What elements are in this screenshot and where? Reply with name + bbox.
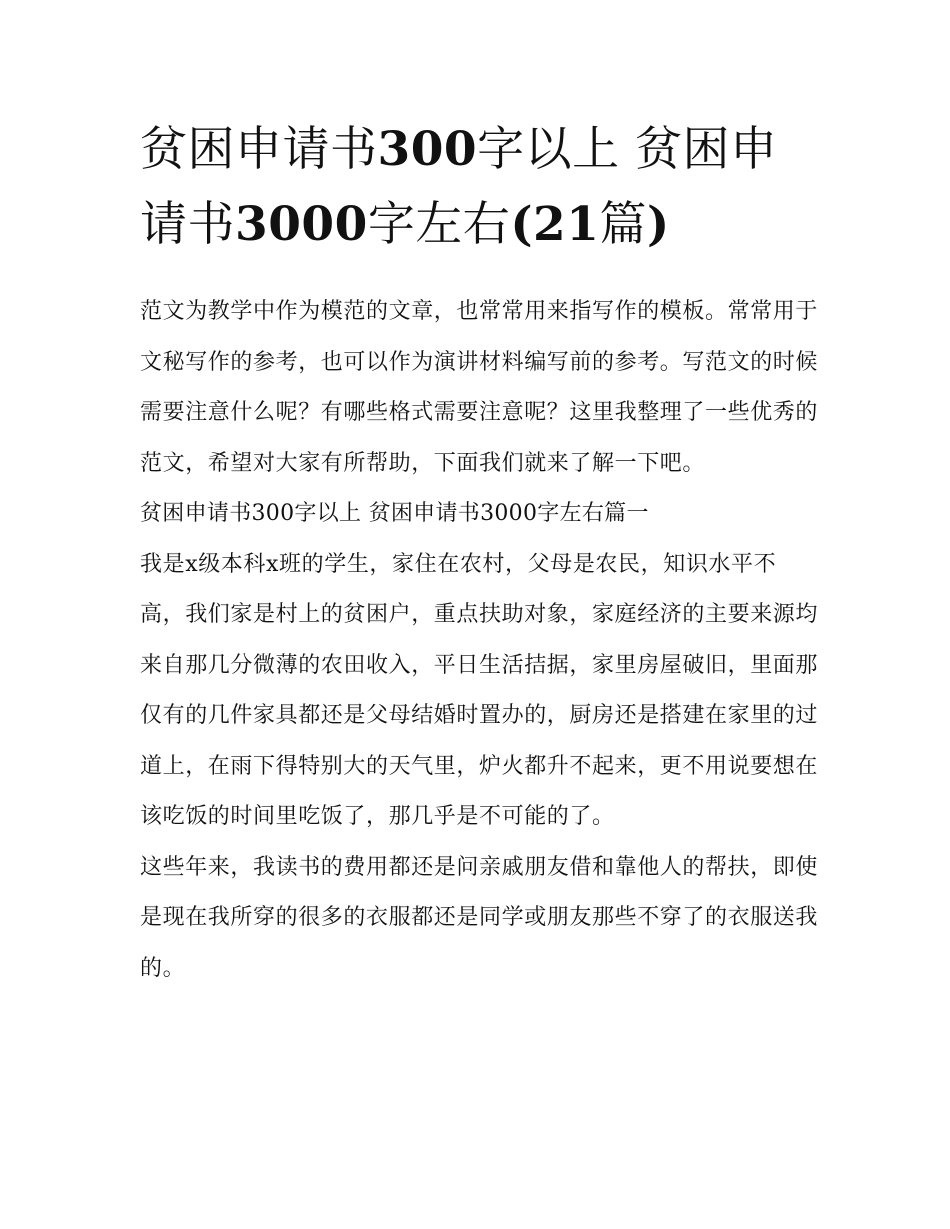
intro-paragraph: 范文为教学中作为模范的文章，也常常用来指写作的模板。常常用于文秘写作的参考，也可以作为演讲材料编写前的参考。写范文的时候需要注意什么呢？有哪些格式需要注意呢？这里我整理了一些优秀的范文，希望对大家有所帮助，下面我们就来了解一下吧。 (140, 299, 819, 476)
body-paragraph-2: 这些年来，我读书的费用都还是问亲戚朋友借和靠他人的帮扶，即使是现在我所穿的很多的衣服都还是同学或朋友那些不穿了的衣服送我的。 (140, 854, 819, 981)
title-numeral: ) (646, 197, 670, 252)
title-numeral: 300 (377, 122, 478, 177)
title-numeral: 3000 (235, 197, 368, 252)
document-page (140, 112, 820, 994)
section-heading: 贫困申请书300字以上 贫困申请书3000字左右篇一 (140, 501, 649, 526)
title-line-2: 请书3000字左右(21篇) (140, 197, 670, 252)
title-numeral: (21 (510, 197, 600, 252)
document-title (140, 112, 820, 262)
title-line-1: 贫困申请书300字以上 贫困申 (140, 122, 778, 177)
body-paragraph-1: 我是x级本科x班的学生，家住在农村，父母是农民，知识水平不高，我们家是村上的贫困户，重点扶助对象，家庭经济的主要来源均来自那几分微薄的农田收入，平日生活拮据，家里房屋破旧，里面那仅有的几件家具都还是父母结婚时置办的，厨房还是搭建在家里的过道上，在雨下得特别大的天气里，炉火都升不起来，更不用说要想在该吃饭的时间里吃饭了，那几乎是不可能的了。 (140, 551, 819, 829)
